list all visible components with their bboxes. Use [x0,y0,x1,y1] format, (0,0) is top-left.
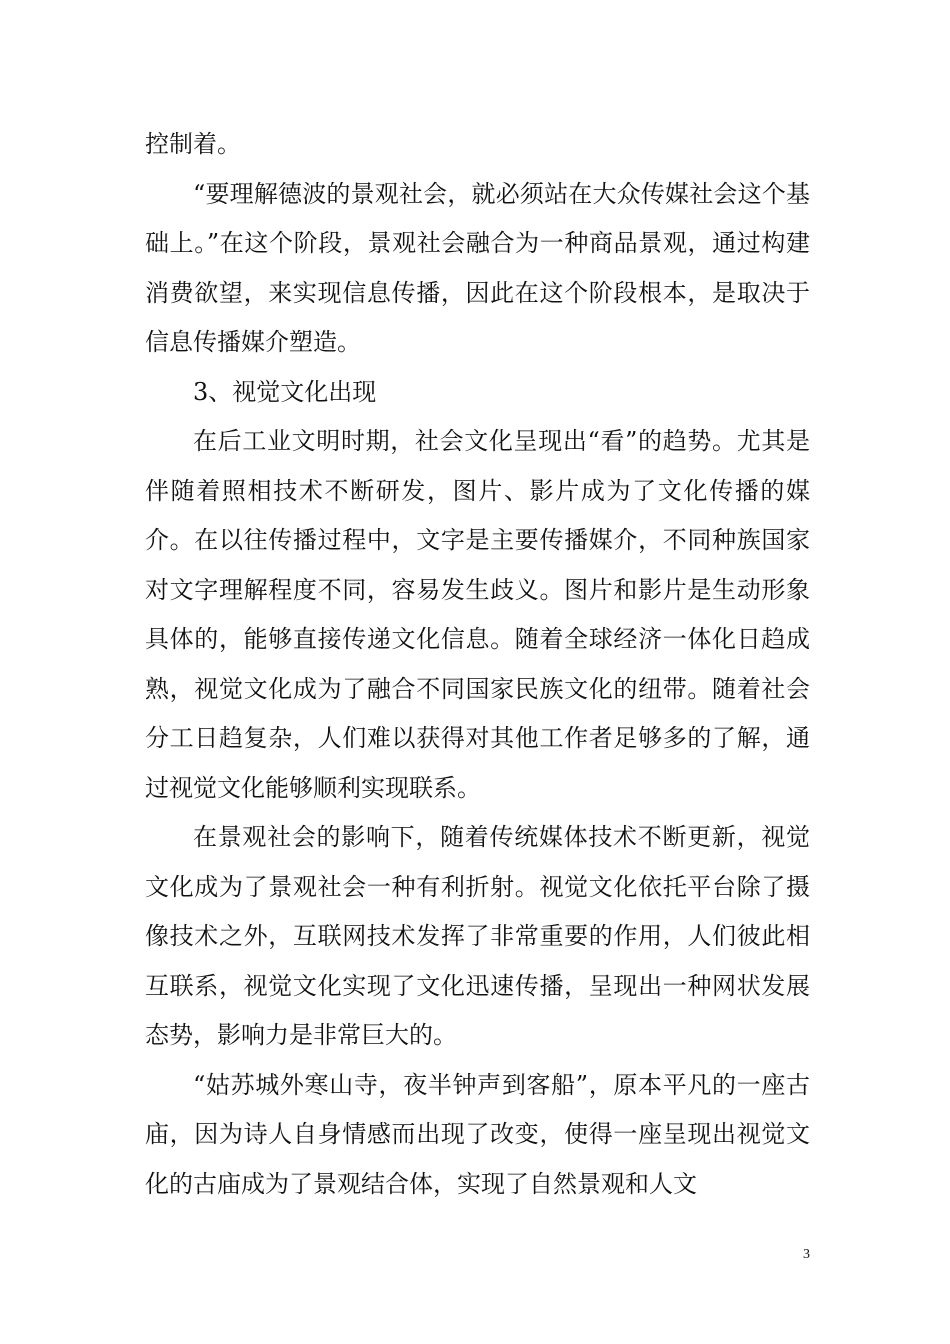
paragraph-3: 在后工业文明时期，社会文化呈现出“看”的趋势。尤其是伴随着照相技术不断研发，图片、影片成为了文化传播的媒介。在以往传播过程中，文字是主要传播媒介，不同种族国家对文字理解程度不同，容易发生歧义。图片和影片是生动形象具体的，能够直接传递文化信息。随着全球经济一体化日趋成熟，视觉文化成为了融合不同国家民族文化的纽带。随着社会分工日趋复杂，人们难以获得对其他工作者足够多的了解，通过视觉文化能够顺利实现联系。 [145,427,810,802]
paragraph-1: 控制着。 [145,130,241,158]
page-number: 3 [803,1247,810,1262]
body-text [145,120,810,1209]
section-heading: 3、视觉文化出现 [193,377,377,406]
paragraph-4: 在景观社会的影响下，随着传统媒体技术不断更新，视觉文化成为了景观社会一种有利折射。视觉文化依托平台除了摄像技术之外，互联网技术发挥了非常重要的作用，人们彼此相互联系，视觉文化实现了文化迅速传播，呈现出一种网状发展态势，影响力是非常巨大的。 [145,823,810,1049]
paragraph-5: “姑苏城外寒山寺，夜半钟声到客船”，原本平凡的一座古庙，因为诗人自身情感而出现了改变，使得一座呈现出视觉文化的古庙成为了景观结合体，实现了自然景观和人文 [145,1070,810,1198]
paragraph-2: “要理解德波的景观社会，就必须站在大众传媒社会这个基础上。”在这个阶段，景观社会融合为一种商品景观，通过构建消费欲望，来实现信息传播，因此在这个阶段根本，是取决于信息传播媒介塑造。 [145,179,810,356]
